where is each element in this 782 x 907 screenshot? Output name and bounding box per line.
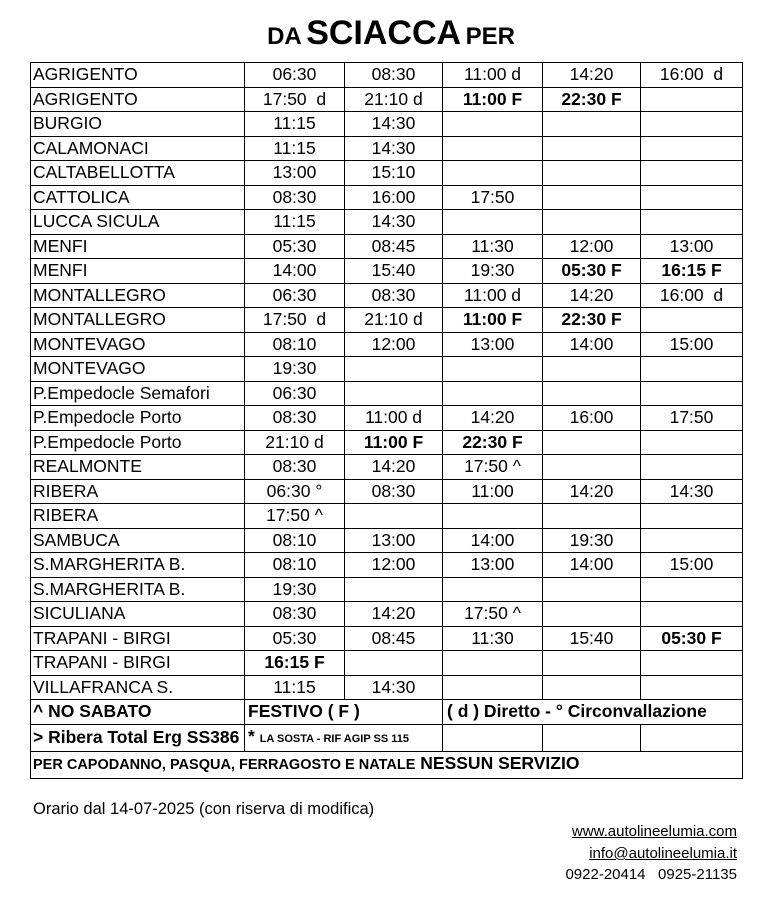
holiday-note-suffix: NESSUN SERVIZIO (420, 753, 580, 773)
holiday-note (31, 752, 743, 779)
departure-time (543, 381, 641, 406)
timetable-body (31, 63, 743, 700)
departure-time: 14:30 (345, 112, 443, 137)
timetable-row (31, 651, 743, 676)
departure-time: 19:30 (443, 259, 543, 284)
timetable-row (31, 112, 743, 137)
departure-time (543, 577, 641, 602)
departure-time: 16:00 (543, 406, 641, 431)
departure-time: 16:15 F (245, 651, 345, 676)
timetable-row (31, 479, 743, 504)
destination-name: P.Empedocle Semafori (31, 381, 245, 406)
timetable-row (31, 504, 743, 529)
destination-name: CALAMONACI (31, 136, 245, 161)
destination-name: VILLAFRANCA S. (31, 675, 245, 700)
destination-name: MONTEVAGO (31, 357, 245, 382)
destination-name: AGRIGENTO (31, 87, 245, 112)
timetable-row (31, 528, 743, 553)
departure-time: 11:15 (245, 136, 345, 161)
festivo-note: FESTIVO ( F ) (245, 700, 443, 725)
destination-name: MONTALLEGRO (31, 308, 245, 333)
departure-time: 15:40 (345, 259, 443, 284)
departure-time: 15:00 (641, 332, 743, 357)
legend-row-2 (31, 724, 743, 752)
departure-time (543, 357, 641, 382)
departure-time: 22:30 F (543, 87, 641, 112)
sosta-cell (245, 724, 443, 752)
page-title (0, 14, 782, 62)
departure-time (641, 675, 743, 700)
departure-time (641, 504, 743, 529)
legend-row-3 (31, 752, 743, 779)
departure-time (641, 112, 743, 137)
title-city: SCIACCA (306, 14, 462, 52)
timetable-row (31, 602, 743, 627)
sosta-note: LA SOSTA - RIF AGIP SS 115 (259, 732, 410, 745)
departure-time (543, 602, 641, 627)
departure-time: 12:00 (345, 553, 443, 578)
legend-empty-cell (543, 724, 641, 752)
departure-time (345, 357, 443, 382)
departure-time (443, 675, 543, 700)
departure-time: 11:15 (245, 112, 345, 137)
departure-time: 21:10 d (345, 308, 443, 333)
timetable-row (31, 234, 743, 259)
departure-time (641, 577, 743, 602)
departure-time: 05:30 (245, 626, 345, 651)
holiday-note-prefix: PER CAPODANNO, PASQUA, FERRAGOSTO E NATALE (33, 757, 416, 773)
departure-time: 17:50 (641, 406, 743, 431)
departure-time (543, 504, 641, 529)
departure-time: 16:00 (345, 185, 443, 210)
departure-time (543, 185, 641, 210)
timetable-row (31, 455, 743, 480)
departure-time: 11:00 d (443, 63, 543, 88)
departure-time (443, 136, 543, 161)
departure-time (641, 651, 743, 676)
departure-time (641, 161, 743, 186)
departure-time (641, 87, 743, 112)
departure-time (641, 455, 743, 480)
destination-name: TRAPANI - BIRGI (31, 651, 245, 676)
departure-time: 22:30 F (543, 308, 641, 333)
departure-time: 12:00 (345, 332, 443, 357)
diretto-circonvallazione-note: ( d ) Diretto - ° Circonvallazione (443, 700, 743, 725)
departure-time: 06:30 (245, 381, 345, 406)
departure-time: 11:00 F (443, 87, 543, 112)
departure-time: 08:45 (345, 626, 443, 651)
ribera-note: > Ribera Total Erg SS386 (31, 724, 245, 752)
departure-time: 12:00 (543, 234, 641, 259)
departure-time: 11:00 d (443, 283, 543, 308)
timetable-row (31, 406, 743, 431)
legend-empty-cell (641, 724, 743, 752)
departure-time (443, 381, 543, 406)
sosta-star: * (248, 725, 255, 746)
departure-time (443, 357, 543, 382)
destination-name: CALTABELLOTTA (31, 161, 245, 186)
timetable-row (31, 210, 743, 235)
departure-time: 14:30 (345, 675, 443, 700)
destination-name: RIBERA (31, 504, 245, 529)
departure-time: 21:10 d (345, 87, 443, 112)
departure-time: 17:50 d (245, 87, 345, 112)
departure-time: 11:15 (245, 675, 345, 700)
departure-time (443, 651, 543, 676)
departure-time (443, 577, 543, 602)
departure-time: 08:30 (345, 283, 443, 308)
destination-name: AGRIGENTO (31, 63, 245, 88)
destination-name: TRAPANI - BIRGI (31, 626, 245, 651)
timetable-row (31, 63, 743, 88)
destination-name: MENFI (31, 234, 245, 259)
departure-time (641, 136, 743, 161)
departure-time (641, 308, 743, 333)
departure-time: 17:50 (443, 185, 543, 210)
timetable-row (31, 577, 743, 602)
departure-time (443, 504, 543, 529)
departure-time: 08:10 (245, 528, 345, 553)
legend-empty-cell (443, 724, 543, 752)
departure-time: 11:00 d (345, 406, 443, 431)
destination-name: CATTOLICA (31, 185, 245, 210)
departure-time (443, 210, 543, 235)
departure-time: 14:20 (543, 479, 641, 504)
departure-time: 17:50 ^ (443, 455, 543, 480)
departure-time: 08:10 (245, 553, 345, 578)
departure-time: 14:20 (443, 406, 543, 431)
timetable-row (31, 136, 743, 161)
departure-time: 08:30 (345, 63, 443, 88)
phone-numbers: 0922-20414 0925-21135 (565, 866, 737, 883)
departure-time: 13:00 (345, 528, 443, 553)
departure-time (345, 577, 443, 602)
departure-time: 13:00 (245, 161, 345, 186)
departure-time (641, 210, 743, 235)
departure-time: 19:30 (245, 577, 345, 602)
timetable-row (31, 430, 743, 455)
departure-time: 14:00 (443, 528, 543, 553)
departure-time: 06:30 (245, 63, 345, 88)
destination-name: LUCCA SICULA (31, 210, 245, 235)
timetable-row (31, 675, 743, 700)
departure-time (543, 161, 641, 186)
timetable-row (31, 161, 743, 186)
website-link[interactable]: www.autolineelumia.com (571, 823, 737, 840)
departure-time (543, 430, 641, 455)
departure-time: 08:30 (245, 602, 345, 627)
destination-name: MENFI (31, 259, 245, 284)
departure-time: 14:30 (345, 210, 443, 235)
departure-time: 14:30 (345, 136, 443, 161)
departure-time: 15:00 (641, 553, 743, 578)
departure-time (543, 675, 641, 700)
departure-time: 08:30 (345, 479, 443, 504)
departure-time: 05:30 (245, 234, 345, 259)
validity-note: Orario dal 14-07-2025 (con riserva di modifica) (33, 800, 375, 818)
departure-time: 14:20 (543, 63, 641, 88)
departure-time: 13:00 (641, 234, 743, 259)
destination-name: MONTEVAGO (31, 332, 245, 357)
email-link[interactable]: info@autolineelumia.it (589, 845, 737, 862)
destination-name: RIBERA (31, 479, 245, 504)
destination-name: SICULIANA (31, 602, 245, 627)
departure-time: 14:20 (345, 602, 443, 627)
departure-time (641, 528, 743, 553)
departure-time: 14:00 (245, 259, 345, 284)
departure-time: 21:10 d (245, 430, 345, 455)
departure-time: 06:30 (245, 283, 345, 308)
departure-time: 05:30 F (641, 626, 743, 651)
departure-time: 11:30 (443, 626, 543, 651)
departure-time: 15:10 (345, 161, 443, 186)
departure-time: 11:00 F (345, 430, 443, 455)
timetable-row (31, 259, 743, 284)
departure-time: 08:45 (345, 234, 443, 259)
departure-time (345, 651, 443, 676)
destination-name: BURGIO (31, 112, 245, 137)
departure-time (443, 161, 543, 186)
departure-time (543, 651, 641, 676)
departure-time (641, 430, 743, 455)
departure-time (345, 504, 443, 529)
departure-time: 16:15 F (641, 259, 743, 284)
destination-name: P.Empedocle Porto (31, 406, 245, 431)
departure-time (345, 381, 443, 406)
departure-time: 19:30 (543, 528, 641, 553)
departure-time: 05:30 F (543, 259, 641, 284)
timetable-row (31, 357, 743, 382)
title-suffix: PER (465, 23, 515, 50)
departure-time: 17:50 ^ (245, 504, 345, 529)
departure-time: 06:30 ° (245, 479, 345, 504)
destination-name: MONTALLEGRO (31, 283, 245, 308)
departure-time (641, 381, 743, 406)
departure-time: 14:00 (543, 553, 641, 578)
timetable-row (31, 626, 743, 651)
departure-time: 11:30 (443, 234, 543, 259)
departure-time (543, 210, 641, 235)
departure-time: 14:30 (641, 479, 743, 504)
departure-time: 15:40 (543, 626, 641, 651)
departure-time (543, 112, 641, 137)
departure-time (543, 455, 641, 480)
departure-time: 14:00 (543, 332, 641, 357)
departure-time: 22:30 F (443, 430, 543, 455)
departure-time (641, 185, 743, 210)
no-sabato-note: ^ NO SABATO (31, 700, 245, 725)
departure-time: 11:00 (443, 479, 543, 504)
departure-time: 17:50 ^ (443, 602, 543, 627)
title-prefix: DA (267, 23, 302, 50)
timetable-row (31, 87, 743, 112)
legend-row-1 (31, 700, 743, 725)
destination-name: S.MARGHERITA B. (31, 553, 245, 578)
timetable-row (31, 283, 743, 308)
departure-time: 08:30 (245, 406, 345, 431)
departure-time: 08:10 (245, 332, 345, 357)
timetable-row (31, 185, 743, 210)
destination-name: SAMBUCA (31, 528, 245, 553)
departure-time: 08:30 (245, 185, 345, 210)
departure-time: 11:15 (245, 210, 345, 235)
departure-time (543, 136, 641, 161)
departure-time: 16:00 d (641, 283, 743, 308)
timetable-row (31, 308, 743, 333)
departure-time: 13:00 (443, 553, 543, 578)
departure-time (443, 112, 543, 137)
timetable-row (31, 553, 743, 578)
departure-time: 17:50 d (245, 308, 345, 333)
departure-time (641, 357, 743, 382)
timetable-row (31, 381, 743, 406)
departure-time: 13:00 (443, 332, 543, 357)
departure-time (641, 602, 743, 627)
departure-time: 16:00 d (641, 63, 743, 88)
timetable-row (31, 332, 743, 357)
departure-time: 14:20 (345, 455, 443, 480)
departure-time: 19:30 (245, 357, 345, 382)
destination-name: S.MARGHERITA B. (31, 577, 245, 602)
timetable-legend (31, 700, 743, 779)
departure-time: 11:00 F (443, 308, 543, 333)
destination-name: P.Empedocle Porto (31, 430, 245, 455)
departure-time: 08:30 (245, 455, 345, 480)
destination-name: REALMONTE (31, 455, 245, 480)
timetable (30, 62, 743, 779)
departure-time: 14:20 (543, 283, 641, 308)
